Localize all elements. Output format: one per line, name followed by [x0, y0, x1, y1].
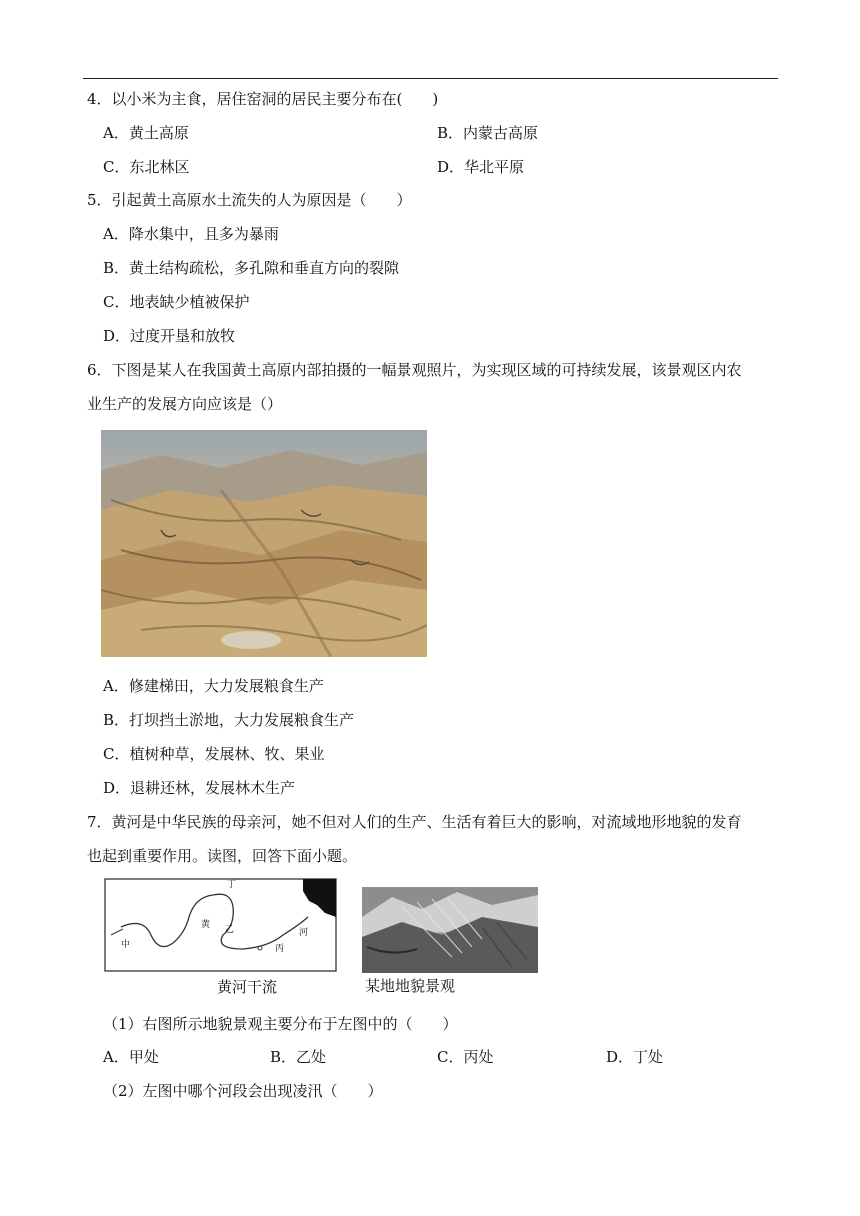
q4-option-c[interactable]: C．东北林区 [103, 158, 190, 176]
q5-option-c[interactable]: C．地表缺少植被保护 [103, 293, 250, 311]
map-label-huang: 黄 [201, 920, 211, 930]
q4-option-b[interactable]: B．内蒙古高原 [437, 124, 539, 142]
map-caption: 黄河干流 [217, 978, 278, 996]
q6-option-d[interactable]: D．退耕还林，发展林木生产 [103, 779, 296, 797]
q6-stem-line1: 6．下图是某人在我国黄土高原内部拍摄的一幅景观照片，为实现区域的可持续发展，该景观区内农 [87, 361, 742, 379]
landform-photo [362, 887, 538, 973]
q5-option-d[interactable]: D．过度开垦和放牧 [103, 327, 236, 345]
q7-sub1-option-c[interactable]: C．丙处 [437, 1048, 494, 1066]
q5-option-b[interactable]: B．黄土结构疏松，多孔隙和垂直方向的裂隙 [103, 259, 400, 277]
loess-plateau-photo [101, 430, 427, 657]
map-label-yi: 乙 [225, 925, 235, 935]
map-label-ding: 丁 [227, 880, 237, 890]
map-label-bing: 丙 [275, 944, 285, 954]
q5-option-a[interactable]: A．降水集中，且多为暴雨 [103, 225, 279, 243]
q6-option-c[interactable]: C．植树种草，发展林、牧、果业 [103, 745, 325, 763]
q7-sub2-stem: （2）左图中哪个河段会出现凌汛（ ） [103, 1082, 383, 1100]
q7-sub1-option-d[interactable]: D．丁处 [606, 1048, 664, 1066]
q7-sub1-stem: （1）右图所示地貌景观主要分布于左图中的（ ） [103, 1015, 458, 1033]
map-label-he: 河 [299, 928, 309, 938]
q6-option-b[interactable]: B．打坝挡土淤地，大力发展粮食生产 [103, 711, 355, 729]
q7-sub1-option-a[interactable]: A．甲处 [103, 1048, 159, 1066]
q7-stem-line2: 也起到重要作用。读图，回答下面小题。 [87, 847, 358, 865]
q6-stem-line2: 业生产的发展方向应该是（） [87, 395, 283, 413]
landform-caption: 某地地貌景观 [365, 977, 456, 995]
q7-stem-line1: 7．黄河是中华民族的母亲河，她不但对人们的生产、生活有着巨大的影响，对流域地形地貌的发育 [87, 813, 742, 831]
header-rule [83, 78, 778, 79]
q5-stem: 5．引起黄土高原水土流失的人为原因是（ ） [87, 191, 412, 209]
q4-option-a[interactable]: A．黄土高原 [103, 124, 189, 142]
yellow-river-map [103, 877, 338, 997]
q6-option-a[interactable]: A．修建梯田，大力发展粮食生产 [103, 677, 324, 695]
landform-figure [362, 887, 538, 999]
map-label-zhong: 中 [121, 940, 131, 950]
q4-option-d[interactable]: D．华北平原 [437, 158, 525, 176]
q4-stem: 4．以小米为主食，居住窑洞的居民主要分布在( ) [87, 90, 439, 108]
q7-sub1-option-b[interactable]: B．乙处 [270, 1048, 327, 1066]
